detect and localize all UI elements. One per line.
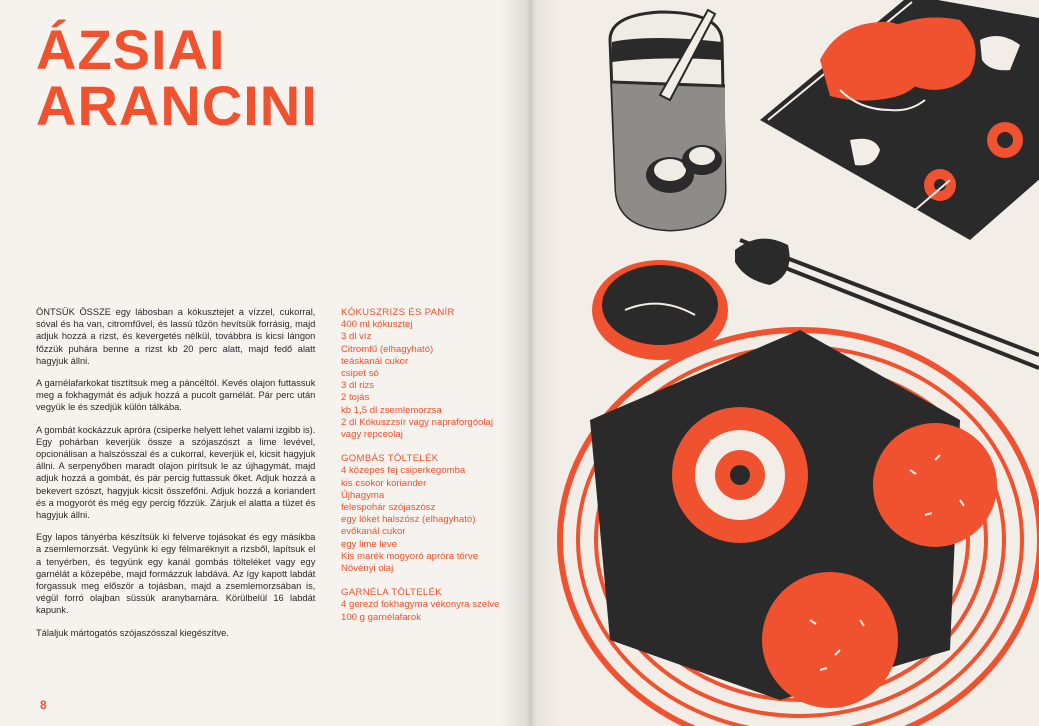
instruction-paragraph: Tálaljuk mártogatós szójaszósszal kiegészítve. xyxy=(36,627,229,639)
ingredient-item: Újhagyma xyxy=(341,489,385,501)
page-number: 8 xyxy=(40,698,47,712)
ingredient-item: Kis marék mogyoró apróra törve xyxy=(341,550,479,562)
ingredient-group xyxy=(341,453,511,575)
title-line-2: ARANCINI xyxy=(36,74,318,137)
book-gutter-shadow xyxy=(500,0,560,726)
ingredient-item: csipet só xyxy=(341,368,379,380)
ingredient-item: 100 g garnélafarok xyxy=(341,611,422,623)
ingredient-group xyxy=(341,587,511,624)
ingredient-item: vagy repceolaj xyxy=(341,429,403,441)
ingredient-list xyxy=(341,599,511,623)
ingredient-item: 3 dl víz xyxy=(341,331,372,343)
ingredient-item: teáskanál cukor xyxy=(341,355,409,367)
instructions-column xyxy=(36,307,315,650)
recipe-title xyxy=(36,18,318,137)
instruction-paragraph: A garnélafarkokat tisztítsuk meg a páncéltól. Kevés olajon futtassuk meg a fokhagymát és adjuk hozzá a pucolt garnélát. Pár perc után vegyük le és szedjük külön tálkába. xyxy=(36,378,316,414)
title-line-1: ÁZSIAI xyxy=(36,18,226,81)
ingredient-item: Növényi olaj xyxy=(341,563,394,575)
ingredient-item: 3 dl rizs xyxy=(341,380,375,392)
food-illustration xyxy=(530,0,1039,726)
board-illustration xyxy=(760,0,1039,240)
ingredient-group-heading: GARNÉLA TÖLTELÉK xyxy=(341,587,442,599)
instruction-paragraph: Egy lapos tányérba készítsük ki felverve tojásokat és egy másikba a zsemlemorzsát. Vegyünk ki egy félmaréknyit a rizsből, lapítsuk el a tenyérben, és tegyünk egy kanál gombás tölteléket vagy egy garnélát a közepébe, majd formázzuk labdává. Az így kapott labdát forgassuk meg először a tojásban, majd a zsemlemorzsában is, végül forró olajban süssük aranybarnára. Körülbelül 16 labdát kapunk. xyxy=(36,532,316,617)
ingredient-group-heading: GOMBÁS TÖLTELÉK xyxy=(341,453,439,465)
ingredient-item: felespohár szójaszósz xyxy=(341,502,436,514)
ingredient-item: Citromfű (elhagyható) xyxy=(341,343,434,355)
ingredient-item: 4 gerezd fokhagyma vékonyra szelve xyxy=(341,599,500,611)
right-page xyxy=(530,0,1039,726)
instruction-paragraph: A gombát kockázzuk apróra (csiperke helyett lehet valami izgibb is). Egy pohárban keverjük össze a szójaszószt a lime levével, opcionálisan a halszósszal és a cukorral, keverjük el, kicsit hagyjuk állni. A serpenyőben maradt olajon pirítsuk le az újhagymát, majd adjuk hozzá a gombát, és pár percig futtassuk őket. Adjuk hozzá a bekevert szószt, hagyjuk kicsit összefőni. Adjuk hozzá a koriandert és a mogyorót és még egy percig főzzük. Zárjuk el alatta a tüzet és hagyjuk állni. xyxy=(36,424,316,522)
ingredient-group-heading: KÓKUSZRIZS ÉS PANÍR xyxy=(341,307,455,318)
ingredient-item: 4 közepes fej csiperkegomba xyxy=(341,465,466,477)
ingredient-item: 400 ml kókusztej xyxy=(341,319,413,331)
instruction-paragraph: ÖNTSÜK ÖSSZE egy lábosban a kókusztejet a vízzel, cukorral, sóval és ha van, citromfűvel, és lassú tűzön hevítsük forrásig, majd adjuk hozzá a rizst, és kevergetés nélkül, továbbra is kicsi lángon főzzük puhára benne a rizst kb 20 perc alatt, majd fedő alatt hagyjuk állni. xyxy=(36,307,316,367)
plate-illustration xyxy=(560,330,1039,726)
jar-illustration xyxy=(610,10,725,230)
ingredients-column xyxy=(341,307,511,636)
ingredient-item: 2 dl Kókuszzsír vagy napraforgóolaj xyxy=(341,416,493,428)
ingredient-item: 2 tojás xyxy=(341,392,370,404)
ingredient-item: egy lime leve xyxy=(341,538,397,550)
ingredient-list xyxy=(341,465,511,575)
ingredient-item: kb 1,5 dl zsemlemorzsa xyxy=(341,404,442,416)
ingredient-item: egy löket halszósz (elhagyható) xyxy=(341,514,476,526)
ingredient-item: kis csokor koriander xyxy=(341,477,427,489)
ingredient-list xyxy=(341,319,511,441)
ingredient-item: evőkanál cukor xyxy=(341,526,406,538)
ingredient-group xyxy=(341,307,511,441)
